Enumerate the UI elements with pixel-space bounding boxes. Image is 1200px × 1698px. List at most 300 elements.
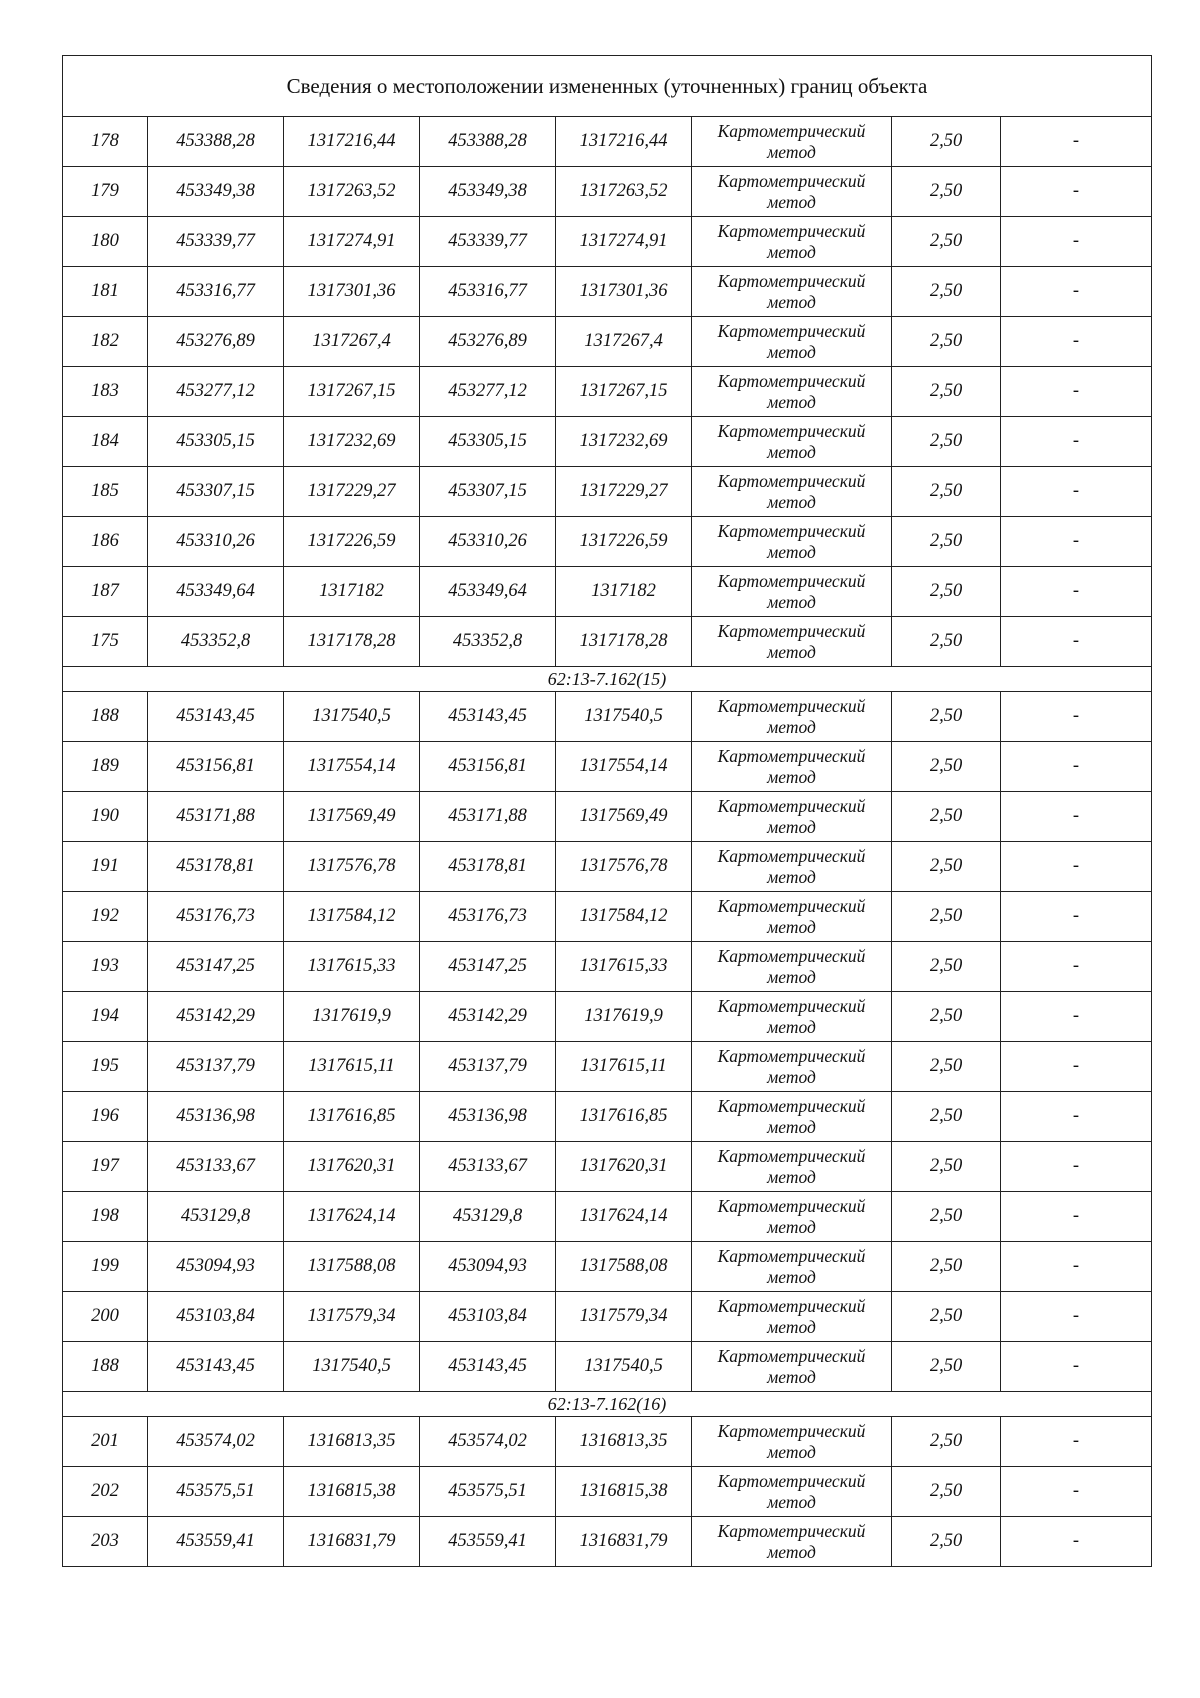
method-cell <box>692 692 892 742</box>
refined-x-cell: 453349,64 <box>420 567 556 617</box>
existing-x-cell: 453136,98 <box>148 1092 284 1142</box>
boundary-coordinates-table <box>62 55 1152 1567</box>
method-line-2: метод <box>767 816 816 837</box>
description-cell: - <box>1001 892 1152 942</box>
accuracy-cell: 2,50 <box>892 167 1001 217</box>
accuracy-cell: 2,50 <box>892 992 1001 1042</box>
existing-x-cell: 453142,29 <box>148 992 284 1042</box>
point-number-cell: 193 <box>63 942 148 992</box>
table-row <box>63 992 1152 1042</box>
existing-x-cell: 453349,38 <box>148 167 284 217</box>
method-cell <box>692 1192 892 1242</box>
table-row <box>63 1192 1152 1242</box>
refined-y-cell: 1317540,5 <box>556 1342 692 1392</box>
refined-y-cell: 1317232,69 <box>556 417 692 467</box>
description-cell: - <box>1001 1092 1152 1142</box>
accuracy-cell: 2,50 <box>892 1292 1001 1342</box>
method-line-2: метод <box>767 291 816 312</box>
accuracy-cell: 2,50 <box>892 1242 1001 1292</box>
description-cell: - <box>1001 792 1152 842</box>
existing-y-cell: 1317615,33 <box>284 942 420 992</box>
refined-y-cell: 1317301,36 <box>556 267 692 317</box>
method-line-1: Картометрический <box>717 370 866 391</box>
description-cell: - <box>1001 367 1152 417</box>
method-line-1: Картометрический <box>717 470 866 491</box>
description-cell: - <box>1001 117 1152 167</box>
point-number-cell: 184 <box>63 417 148 467</box>
existing-y-cell: 1317620,31 <box>284 1142 420 1192</box>
existing-y-cell: 1317569,49 <box>284 792 420 842</box>
point-number-cell: 179 <box>63 167 148 217</box>
description-cell: - <box>1001 1467 1152 1517</box>
table-row <box>63 892 1152 942</box>
description-cell: - <box>1001 842 1152 892</box>
point-number-cell: 191 <box>63 842 148 892</box>
existing-y-cell: 1317178,28 <box>284 617 420 667</box>
method-cell <box>692 842 892 892</box>
existing-y-cell: 1317301,36 <box>284 267 420 317</box>
refined-x-cell: 453147,25 <box>420 942 556 992</box>
refined-x-cell: 453171,88 <box>420 792 556 842</box>
method-line-1: Картометрический <box>717 220 866 241</box>
point-number-cell: 178 <box>63 117 148 167</box>
method-line-2: метод <box>767 591 816 612</box>
refined-x-cell: 453352,8 <box>420 617 556 667</box>
method-line-1: Картометрический <box>717 895 866 916</box>
refined-y-cell: 1317178,28 <box>556 617 692 667</box>
refined-y-cell: 1317569,49 <box>556 792 692 842</box>
existing-y-cell: 1317540,5 <box>284 1342 420 1392</box>
description-cell: - <box>1001 567 1152 617</box>
description-cell: - <box>1001 417 1152 467</box>
refined-y-cell: 1317615,11 <box>556 1042 692 1092</box>
accuracy-cell: 2,50 <box>892 317 1001 367</box>
description-cell: - <box>1001 267 1152 317</box>
existing-x-cell: 453352,8 <box>148 617 284 667</box>
accuracy-cell: 2,50 <box>892 742 1001 792</box>
refined-y-cell: 1317554,14 <box>556 742 692 792</box>
method-cell <box>692 1517 892 1567</box>
refined-x-cell: 453388,28 <box>420 117 556 167</box>
method-line-1: Картометрический <box>717 120 866 141</box>
refined-x-cell: 453339,77 <box>420 217 556 267</box>
table-row <box>63 1417 1152 1467</box>
existing-y-cell: 1317216,44 <box>284 117 420 167</box>
method-cell <box>692 417 892 467</box>
method-cell <box>692 267 892 317</box>
refined-y-cell: 1317263,52 <box>556 167 692 217</box>
existing-x-cell: 453339,77 <box>148 217 284 267</box>
refined-x-cell: 453559,41 <box>420 1517 556 1567</box>
method-line-2: метод <box>767 141 816 162</box>
table-row <box>63 1467 1152 1517</box>
description-cell: - <box>1001 1192 1152 1242</box>
table-row <box>63 692 1152 742</box>
table-row <box>63 267 1152 317</box>
refined-y-cell: 1317216,44 <box>556 117 692 167</box>
description-cell: - <box>1001 1417 1152 1467</box>
refined-y-cell: 1317540,5 <box>556 692 692 742</box>
point-number-cell: 197 <box>63 1142 148 1192</box>
description-cell: - <box>1001 517 1152 567</box>
refined-y-cell: 1316813,35 <box>556 1417 692 1467</box>
refined-x-cell: 453137,79 <box>420 1042 556 1092</box>
description-cell: - <box>1001 467 1152 517</box>
accuracy-cell: 2,50 <box>892 892 1001 942</box>
method-line-1: Картометрический <box>717 270 866 291</box>
existing-x-cell: 453307,15 <box>148 467 284 517</box>
method-line-1: Картометрический <box>717 995 866 1016</box>
point-number-cell: 188 <box>63 692 148 742</box>
refined-y-cell: 1317616,85 <box>556 1092 692 1142</box>
table-row <box>63 167 1152 217</box>
section-header-row <box>63 667 1152 692</box>
method-line-2: метод <box>767 1016 816 1037</box>
existing-x-cell: 453094,93 <box>148 1242 284 1292</box>
existing-x-cell: 453137,79 <box>148 1042 284 1092</box>
method-line-1: Картометрический <box>717 945 866 966</box>
point-number-cell: 202 <box>63 1467 148 1517</box>
method-line-2: метод <box>767 541 816 562</box>
refined-x-cell: 453176,73 <box>420 892 556 942</box>
accuracy-cell: 2,50 <box>892 467 1001 517</box>
method-line-1: Картометрический <box>717 695 866 716</box>
method-line-1: Картометрический <box>717 1195 866 1216</box>
method-line-1: Картометрический <box>717 620 866 641</box>
refined-x-cell: 453349,38 <box>420 167 556 217</box>
accuracy-cell: 2,50 <box>892 267 1001 317</box>
method-cell <box>692 992 892 1042</box>
method-line-2: метод <box>767 1066 816 1087</box>
existing-x-cell: 453171,88 <box>148 792 284 842</box>
method-line-1: Картометрический <box>717 170 866 191</box>
accuracy-cell: 2,50 <box>892 367 1001 417</box>
method-cell <box>692 1042 892 1092</box>
refined-x-cell: 453103,84 <box>420 1292 556 1342</box>
method-line-1: Картометрический <box>717 320 866 341</box>
refined-y-cell: 1317267,4 <box>556 317 692 367</box>
method-line-2: метод <box>767 966 816 987</box>
existing-x-cell: 453305,15 <box>148 417 284 467</box>
refined-y-cell: 1317615,33 <box>556 942 692 992</box>
description-cell: - <box>1001 742 1152 792</box>
accuracy-cell: 2,50 <box>892 1092 1001 1142</box>
accuracy-cell: 2,50 <box>892 567 1001 617</box>
table-row <box>63 792 1152 842</box>
accuracy-cell: 2,50 <box>892 1517 1001 1567</box>
method-cell <box>692 117 892 167</box>
table-row <box>63 367 1152 417</box>
existing-y-cell: 1317232,69 <box>284 417 420 467</box>
point-number-cell: 196 <box>63 1092 148 1142</box>
existing-y-cell: 1316815,38 <box>284 1467 420 1517</box>
description-cell: - <box>1001 1142 1152 1192</box>
description-cell: - <box>1001 1242 1152 1292</box>
accuracy-cell: 2,50 <box>892 417 1001 467</box>
method-cell <box>692 1292 892 1342</box>
existing-y-cell: 1317579,34 <box>284 1292 420 1342</box>
accuracy-cell: 2,50 <box>892 1342 1001 1392</box>
point-number-cell: 200 <box>63 1292 148 1342</box>
table-row <box>63 567 1152 617</box>
method-line-2: метод <box>767 341 816 362</box>
existing-y-cell: 1317619,9 <box>284 992 420 1042</box>
method-line-2: метод <box>767 766 816 787</box>
point-number-cell: 175 <box>63 617 148 667</box>
section-label: 62:13-7.162(16) <box>63 1392 1152 1417</box>
existing-x-cell: 453310,26 <box>148 517 284 567</box>
description-cell: - <box>1001 167 1152 217</box>
refined-x-cell: 453129,8 <box>420 1192 556 1242</box>
table-row <box>63 1342 1152 1392</box>
accuracy-cell: 2,50 <box>892 217 1001 267</box>
refined-y-cell: 1317619,9 <box>556 992 692 1042</box>
existing-y-cell: 1317616,85 <box>284 1092 420 1142</box>
existing-x-cell: 453103,84 <box>148 1292 284 1342</box>
description-cell: - <box>1001 1342 1152 1392</box>
method-cell <box>692 742 892 792</box>
point-number-cell: 190 <box>63 792 148 842</box>
refined-y-cell: 1317226,59 <box>556 517 692 567</box>
description-cell: - <box>1001 1042 1152 1092</box>
table-row <box>63 1242 1152 1292</box>
existing-y-cell: 1317540,5 <box>284 692 420 742</box>
table-row <box>63 1142 1152 1192</box>
method-line-2: метод <box>767 641 816 662</box>
refined-y-cell: 1317576,78 <box>556 842 692 892</box>
existing-y-cell: 1317229,27 <box>284 467 420 517</box>
description-cell: - <box>1001 992 1152 1042</box>
existing-x-cell: 453133,67 <box>148 1142 284 1192</box>
accuracy-cell: 2,50 <box>892 792 1001 842</box>
description-cell: - <box>1001 1517 1152 1567</box>
method-line-1: Картометрический <box>717 1470 866 1491</box>
method-line-1: Картометрический <box>717 1145 866 1166</box>
refined-y-cell: 1317579,34 <box>556 1292 692 1342</box>
description-cell: - <box>1001 942 1152 992</box>
point-number-cell: 201 <box>63 1417 148 1467</box>
point-number-cell: 180 <box>63 217 148 267</box>
existing-x-cell: 453349,64 <box>148 567 284 617</box>
table-title-row <box>63 56 1152 117</box>
refined-y-cell: 1316815,38 <box>556 1467 692 1517</box>
method-cell <box>692 317 892 367</box>
refined-x-cell: 453310,26 <box>420 517 556 567</box>
description-cell: - <box>1001 692 1152 742</box>
refined-x-cell: 453143,45 <box>420 1342 556 1392</box>
method-line-1: Картометрический <box>717 1345 866 1366</box>
existing-y-cell: 1317615,11 <box>284 1042 420 1092</box>
refined-x-cell: 453305,15 <box>420 417 556 467</box>
refined-y-cell: 1317274,91 <box>556 217 692 267</box>
existing-y-cell: 1316831,79 <box>284 1517 420 1567</box>
description-cell: - <box>1001 1292 1152 1342</box>
existing-y-cell: 1317263,52 <box>284 167 420 217</box>
accuracy-cell: 2,50 <box>892 1042 1001 1092</box>
table-row <box>63 467 1152 517</box>
method-cell <box>692 1242 892 1292</box>
point-number-cell: 192 <box>63 892 148 942</box>
point-number-cell: 183 <box>63 367 148 417</box>
existing-x-cell: 453143,45 <box>148 692 284 742</box>
point-number-cell: 203 <box>63 1517 148 1567</box>
method-line-2: метод <box>767 1116 816 1137</box>
refined-x-cell: 453575,51 <box>420 1467 556 1517</box>
method-cell <box>692 1142 892 1192</box>
refined-y-cell: 1317267,15 <box>556 367 692 417</box>
accuracy-cell: 2,50 <box>892 1417 1001 1467</box>
accuracy-cell: 2,50 <box>892 942 1001 992</box>
existing-y-cell: 1317226,59 <box>284 517 420 567</box>
method-line-2: метод <box>767 1441 816 1462</box>
refined-x-cell: 453143,45 <box>420 692 556 742</box>
description-cell: - <box>1001 317 1152 367</box>
method-cell <box>692 1092 892 1142</box>
method-line-2: метод <box>767 1491 816 1512</box>
existing-y-cell: 1317274,91 <box>284 217 420 267</box>
accuracy-cell: 2,50 <box>892 517 1001 567</box>
refined-y-cell: 1317624,14 <box>556 1192 692 1242</box>
existing-x-cell: 453559,41 <box>148 1517 284 1567</box>
point-number-cell: 186 <box>63 517 148 567</box>
method-line-1: Картометрический <box>717 1420 866 1441</box>
method-line-1: Картометрический <box>717 1295 866 1316</box>
method-cell <box>692 942 892 992</box>
refined-x-cell: 453094,93 <box>420 1242 556 1292</box>
refined-x-cell: 453156,81 <box>420 742 556 792</box>
existing-x-cell: 453129,8 <box>148 1192 284 1242</box>
method-line-2: метод <box>767 1166 816 1187</box>
table-row <box>63 317 1152 367</box>
refined-y-cell: 1317182 <box>556 567 692 617</box>
method-line-1: Картометрический <box>717 570 866 591</box>
table-title: Сведения о местоположении измененных (уточненных) границ объекта <box>63 56 1152 117</box>
existing-x-cell: 453276,89 <box>148 317 284 367</box>
table-row <box>63 1517 1152 1567</box>
method-cell <box>692 217 892 267</box>
point-number-cell: 188 <box>63 1342 148 1392</box>
existing-x-cell: 453574,02 <box>148 1417 284 1467</box>
refined-x-cell: 453277,12 <box>420 367 556 417</box>
point-number-cell: 187 <box>63 567 148 617</box>
accuracy-cell: 2,50 <box>892 117 1001 167</box>
method-cell <box>692 167 892 217</box>
existing-y-cell: 1317267,15 <box>284 367 420 417</box>
method-line-2: метод <box>767 491 816 512</box>
table-row <box>63 617 1152 667</box>
method-cell <box>692 1467 892 1517</box>
method-cell <box>692 617 892 667</box>
method-line-1: Картометрический <box>717 1245 866 1266</box>
method-line-2: метод <box>767 916 816 937</box>
existing-x-cell: 453316,77 <box>148 267 284 317</box>
method-line-2: метод <box>767 1316 816 1337</box>
refined-x-cell: 453276,89 <box>420 317 556 367</box>
section-header-row <box>63 1392 1152 1417</box>
method-line-2: метод <box>767 391 816 412</box>
point-number-cell: 198 <box>63 1192 148 1242</box>
method-line-2: метод <box>767 1216 816 1237</box>
existing-x-cell: 453277,12 <box>148 367 284 417</box>
accuracy-cell: 2,50 <box>892 617 1001 667</box>
method-cell <box>692 1342 892 1392</box>
section-label: 62:13-7.162(15) <box>63 667 1152 692</box>
refined-x-cell: 453136,98 <box>420 1092 556 1142</box>
table-row <box>63 942 1152 992</box>
table-row <box>63 1292 1152 1342</box>
method-line-1: Картометрический <box>717 1520 866 1541</box>
point-number-cell: 181 <box>63 267 148 317</box>
point-number-cell: 199 <box>63 1242 148 1292</box>
method-cell <box>692 367 892 417</box>
method-cell <box>692 792 892 842</box>
refined-x-cell: 453178,81 <box>420 842 556 892</box>
table-row <box>63 517 1152 567</box>
method-line-1: Картометрический <box>717 745 866 766</box>
existing-y-cell: 1317182 <box>284 567 420 617</box>
existing-y-cell: 1317624,14 <box>284 1192 420 1242</box>
method-line-1: Картометрический <box>717 1095 866 1116</box>
accuracy-cell: 2,50 <box>892 1192 1001 1242</box>
refined-x-cell: 453574,02 <box>420 1417 556 1467</box>
method-line-2: метод <box>767 241 816 262</box>
method-line-2: метод <box>767 191 816 212</box>
refined-y-cell: 1317229,27 <box>556 467 692 517</box>
existing-x-cell: 453388,28 <box>148 117 284 167</box>
accuracy-cell: 2,50 <box>892 1142 1001 1192</box>
existing-y-cell: 1317576,78 <box>284 842 420 892</box>
existing-x-cell: 453156,81 <box>148 742 284 792</box>
table-row <box>63 1042 1152 1092</box>
method-line-2: метод <box>767 1541 816 1562</box>
existing-y-cell: 1317267,4 <box>284 317 420 367</box>
accuracy-cell: 2,50 <box>892 692 1001 742</box>
point-number-cell: 195 <box>63 1042 148 1092</box>
refined-y-cell: 1317620,31 <box>556 1142 692 1192</box>
method-line-2: метод <box>767 1366 816 1387</box>
existing-y-cell: 1317584,12 <box>284 892 420 942</box>
method-line-1: Картометрический <box>717 795 866 816</box>
table-row <box>63 117 1152 167</box>
point-number-cell: 185 <box>63 467 148 517</box>
accuracy-cell: 2,50 <box>892 1467 1001 1517</box>
existing-x-cell: 453178,81 <box>148 842 284 892</box>
existing-x-cell: 453143,45 <box>148 1342 284 1392</box>
table-row <box>63 1092 1152 1142</box>
description-cell: - <box>1001 217 1152 267</box>
refined-x-cell: 453142,29 <box>420 992 556 1042</box>
method-line-2: метод <box>767 441 816 462</box>
description-cell: - <box>1001 617 1152 667</box>
method-line-2: метод <box>767 1266 816 1287</box>
method-line-1: Картометрический <box>717 1045 866 1066</box>
accuracy-cell: 2,50 <box>892 842 1001 892</box>
existing-y-cell: 1316813,35 <box>284 1417 420 1467</box>
method-line-1: Картометрический <box>717 420 866 441</box>
table-row <box>63 217 1152 267</box>
existing-x-cell: 453575,51 <box>148 1467 284 1517</box>
method-line-2: метод <box>767 866 816 887</box>
existing-y-cell: 1317554,14 <box>284 742 420 792</box>
table-row <box>63 742 1152 792</box>
point-number-cell: 194 <box>63 992 148 1042</box>
method-line-1: Картометрический <box>717 845 866 866</box>
method-cell <box>692 567 892 617</box>
method-cell <box>692 892 892 942</box>
table-body <box>63 56 1152 1567</box>
refined-x-cell: 453133,67 <box>420 1142 556 1192</box>
method-cell <box>692 517 892 567</box>
